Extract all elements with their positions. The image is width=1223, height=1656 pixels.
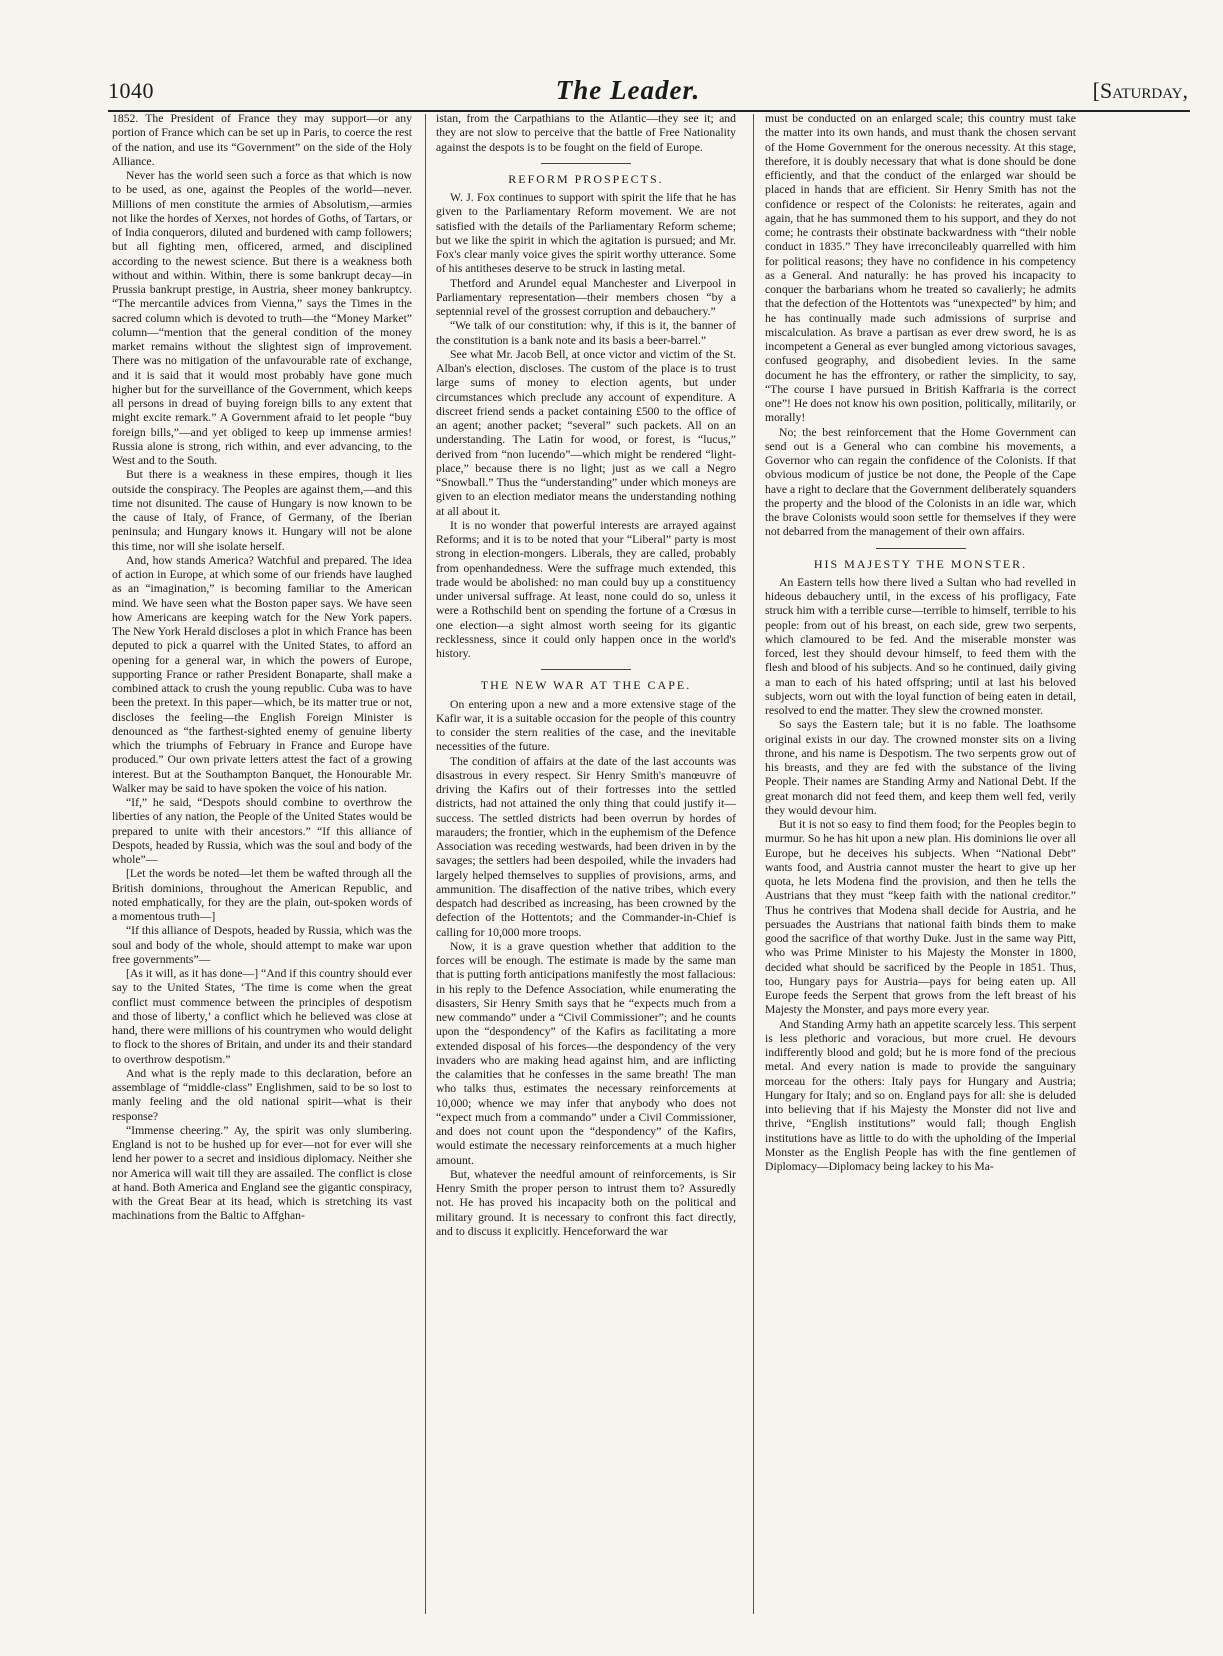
paragraph: [As it will, as it has done—] “And if this country should ever say to the United States, ‘The time is come when the great conflict must commence between the principles of despotism and those of liberty,’ a conflict which he believed was close at hand, there were millions of his countrymen who would delight to flock to the shores of Britain, and under its and their standard to overthrow despotism.” (112, 967, 412, 1066)
paragraph: 1852. The President of France they may support—or any portion of France which can be set up in Paris, to coerce the rest of the nation, and use its “Government” on the side of the Holy Alliance. (112, 112, 412, 168)
paragraph: W. J. Fox continues to support with spirit the life that he has given to the Parliamentary Reform movement. We are not satisfied with the details of the Parliamentary Reform scheme; but we like the spirit in which the agitation is pursued; and Mr. Fox's clear manly voice gives the spirit worthy utterance. Some of his antitheses deserve to be struck in lasting metal. (436, 191, 736, 276)
paragraph: istan, from the Carpathians to the Atlantic—they see it; and they are not slow to perceive that the battle of Free Nationality against the despots is to be fought on the field of Europe. (436, 112, 736, 154)
section-title-reform-prospects: REFORM PROSPECTS. (508, 171, 664, 186)
column-divider-2 (753, 114, 754, 1614)
column-1 (112, 112, 412, 1617)
issue-day: [Saturday, (1092, 78, 1188, 103)
section-title-new-war-at-the-cape: THE NEW WAR AT THE CAPE. (480, 678, 692, 693)
paragraph: [Let the words be noted—let them be wafted through all the British dominions, throughout the American Republic, and noted emphatically, for they are the plain, out-spoken words of a momentous truth—] (112, 867, 412, 923)
column-2 (436, 112, 736, 1617)
section-rule (541, 163, 631, 164)
paragraph: “Immense cheering.” Ay, the spirit was only slumbering. England is not to be hushed up for ever—not for ever will she lend her power to a secret and insidious diplomacy. Neither she nor America will wait till they are assailed. The conflict is close at hand. Both America and England see the gigantic conspiracy, with the Great Bear at its head, which is stretching its vast machinations from the Baltic to Affghan- (112, 1123, 412, 1223)
paragraph: But there is a weakness in these empires, though it lies outside the conspiracy. The Peoples are against them,—and this time not disunited. The cause of Hungary is now known to be the cause of Italy, of France, of Germany, of the Iberian peninsula; and Hungary knows it. Hungary will not be alone this time, nor will she isolate herself. (112, 468, 412, 553)
paragraph: must be conducted on an enlarged scale; this country must take the matter into its own hands, and must thank the chosen servant of the Home Government for the onerous necessity. At this stage, therefore, it is doubly necessary that what is done should be done efficiently, and that the conduct of the enlarged war should be placed in hands that are efficient. Sir Henry Smith has not the confidence or respect of the Colonists: he reiterates, again and again, that he has summoned them to his support, and they do not come; he contrasts their obstinate backwardness with “their noble conduct in 1835.” They have irreconcileably quarrelled with him for political reasons; they have no confidence in his competency as a General. And naturally: he has proved his incapacity to conquer the barbarians whom he treated so cavalierly; he admits that the defection of the Hottentots was “unexpected” by him; and he has continually made such admissions of surprise and miscalculation. As brave a partisan as ever drew sword, he is as incompetent a General as ever bungled among victorious savages, confused geography, and disobedient levies. In the same document he has the effrontery, or rather the simplicity, to say, “The course I have pursued in British Kaffraria is the correct one”! He does not know his own position, politically, militarily, or morally! (765, 112, 1076, 425)
paragraph: Now, it is a grave question whether that addition to the forces will be enough. The estimate is made by the same man that is putting forth anticipations manifestly the most fallacious: in his reply to the Defence Association, while enumerating the disasters, Sir Henry Smith says that he “expects much from a new commando” under a “Civil Commissioner”; and he counts upon the “despondency” of the Kafirs as facilitating a more extended disposal of his forces—the despondency of the very invaders who are making head against him, and are inflicting the calamities that he confesses in the same breath! The man who talks thus, estimates the necessary reinforcements at 10,000; whence we may infer that anybody who does not “expect much from a commando” under a Civil Commissioner, and does not count upon the “despondency” of the Kafirs, would estimate the necessary reinforcements at a much higher amount. (436, 939, 736, 1167)
paragraph: See what Mr. Jacob Bell, at once victor and victim of the St. Alban's election, discloses. The custom of the place is to trust large sums of money to election agents, but under circumstances which preclude any account of expenditure. A discreet friend sends a packet containing £500 to the office of an agent; another packet; “several” such packets. All on an understanding. The Latin for wood, or forest, is “lucus,” derived from “non lucendo”—which might be rendered “light-place,” because there is no light; just as we call a Negro “Snowball.” Thus the “understanding” under which moneys are given to an election mediator means the understanding nothing at all about it. (436, 347, 736, 518)
paragraph: “We talk of our constitution: why, if this is it, the banner of the constitution is a bank note and its basis a beer-barrel.” (436, 319, 736, 347)
column-3 (765, 112, 1076, 1617)
paragraph: But it is not so easy to find them food; for the Peoples begin to murmur. So he has hit upon a new plan. His dominions lie over all Europe, but he deceives his subjects. When “National Debt” wants food, and Austria cannot muster the heart to give up her quota, he lets Modena find the provision, and then he tells the Austrians that they must “keep faith with the national creditor.” Thus he contrives that Modena shall decide for Austria, and he persuades the Austrians that national faith binds them to make good the sacrifice of that worthy Duke. Just in the same way Pitt, who was Prime Minister to his Majesty the Monster in 1800, decided what should be sacrificed by the People in 1851. Thus, too, Hungary pays for Austria—pays for being eaten up. All Europe feeds the Serpent that grows from the left breast of his Majesty the Monster, and pays more every year. (765, 818, 1076, 1017)
paragraph: An Eastern tells how there lived a Sultan who had revelled in hideous debauchery until, in the excess of his profligacy, Fate struck him with a terrible curse—terrible to himself, terrible to his people: from out of his breast, on each side, grew two serpents, which clamoured to be fed. And the miserable monster was forced, lest they should devour himself, to feed them with the flesh and blood of his subjects. And so he continued, daily giving a man to each of his hated offspring; until at last his beloved subjects, worn out with the loyal function of being eaten in detail, resolved to end the matter. They slew the crowned monster. (765, 575, 1076, 717)
paragraph: And Standing Army hath an appetite scarcely less. This serpent is less plethoric and voracious, but more cruel. He devours indifferently blood and gold; but he is more fond of the precious metal. And every nation is made to provide the sanguinary morceau for the others: Italy pays for Hungary and Austria; Hungary for Italy; and so on. England pays for all: she is deluded into believing that if his Majesty the Monster did not live and thrive, “English institutions” would fall; though English institutions have as little to do with the upholding of the Imperial Monster as the English People has with the fine gentlemen of Diplomacy—Diplomacy being lackey to his Ma- (765, 1017, 1076, 1173)
paragraph: On entering upon a new and a more extensive stage of the Kafir war, it is a suitable occasion for the people of this country to consider the stern realities of the case, and the inevitable necessities of the future. (436, 697, 736, 754)
section-title-his-majesty-the-monster: HIS MAJESTY THE MONSTER. (813, 556, 1028, 571)
paragraph: And, how stands America? Watchful and prepared. The idea of action in Europe, at which some of our friends have laughed as an “imagination,” is becoming familiar to the American mind. We have seen what the Boston paper says. We have seen how Americans are keeping watch for the New York papers. The New York Herald discloses a plot in which France has been deputed to pick a quarrel with the United States, to afford an opening for a general war, in which the powers of Europe, supporting France or rather President Bonaparte, shall make a combined attack to crush the young republic. Cuba was to have been the pretext. In this paper—which, be its matter true or not, discloses the feeling—the English Foreign Minister is denounced as “the farthest-sighted enemy of genuine liberty which the triumphs of February in France and Europe have produced.” Our own private letters attest the fact of a growing interest. But at the Southampton Banquet, the Honourable Mr. Walker may be said to have spoken the voice of his nation. (112, 553, 412, 795)
paragraph: And what is the reply made to this declaration, before an assemblage of “middle-class” Englishmen, said to be so lost to manly feeling and the old national spirit—what is their response? (112, 1066, 412, 1123)
paragraph: It is no wonder that powerful interests are arrayed against Reforms; and it is to be noted that your “Liberal” party is most strong in election-mongers. Liberals, they are called, probably from openhandedness. Were the suffrage much extended, this trade would be abolished: no man could buy up a constituency under universal suffrage. At least, none could do so, unless it were a Rothschild bent on spending the fortune of a Crœsus in one election—a sight almost worth seeing for its gigantic recklessness, since it could only happen once in the world's history. (436, 518, 736, 660)
paragraph: No; the best reinforcement that the Home Government can send out is a General who can combine his movements, a Governor who can regain the confidence of the Colonists. If that obvious modicum of justice be not done, the People of the Cape have a right to declare that the Government deliberately squanders the property and the blood of the Colonists in an idle war, which the brave Colonists would soon settle for themselves if they were not debarred from the management of their own affairs. (765, 425, 1076, 539)
paragraph: But, whatever the needful amount of reinforcements, is Sir Henry Smith the proper person to intrust them to? Assuredly not. He has proved his incapacity both on the political and military ground. It is necessary to confront this fact directly, and to discuss it explicitly. Henceforward the war (436, 1167, 736, 1238)
page-number: 1040 (108, 78, 154, 103)
section-rule (876, 548, 966, 549)
paragraph: Never has the world seen such a force as that which is now to be used, as one, against the Peoples of the world—never. Millions of men constitute the armies of Absolutism,—armies not like the hordes of Xerxes, not hordes of Goths, of Tartars, or of India conquerors, diluted and burdened with camp followers; but all fighting men, officered, armed, and disciplined according to the newest science. But there is a weakness both without and within. Within, there is some bankrupt decay—in Prussia bankrupt prestige, in Austria, sheer money bankruptcy. “The mercantile advices from Vienna,” says the Times in the sacred column which is devoted to truth—the “Money Market” column—“mention that the general condition of the money market remains without the slightest sign of improvement. There was no mitigation of the unfavourable rate of exchange, and it is said that it would most probably have gone much higher but for the surveillance of the Government, which keeps all persons in dread of buying foreign bills to any extent that might excite remark.” A Government afraid to let people “buy foreign bills,”—and yet obliged to keep up immense armies! Russia alone is strong, rich within, and ever advancing, to the West and to the South. (112, 169, 412, 467)
page-header (108, 75, 1188, 112)
column-divider-1 (425, 114, 426, 1614)
paragraph: “If this alliance of Despots, headed by Russia, which was the soul and body of the whole, should attempt to make war upon free governments”— (112, 924, 412, 966)
paragraph: Thetford and Arundel equal Manchester and Liverpool in Parliamentary representation—their members chosen “by a septennial revel of the grossest corruption and debauchery.” (436, 276, 736, 318)
paragraph: “If,” he said, “Despots should combine to overthrow the liberties of any nation, the People of the United States would be prepared to unite with their ancestors.” “If this alliance of Despots, headed by Russia, which was the soul and body of the whole”— (112, 796, 412, 866)
paragraph: So says the Eastern tale; but it is no fable. The loathsome original exists in our day. The crowned monster sits on a living throne, and his name is Despotism. The two serpents grow out of his breasts, and they are fed with the substance of the living People. Their names are Standing Army and National Debt. If the great monarch did not feed them, and keep them well fed, verily they would devour him. (765, 718, 1076, 817)
masthead-title: The Leader. (555, 75, 701, 105)
section-rule (541, 669, 631, 670)
paragraph: The condition of affairs at the date of the last accounts was disastrous in every respect. Sir Henry Smith's manœuvre of driving the Kafirs out of their fortresses into the settled districts, had not attained the only thing that could justify it—success. The settled districts had been overrun by hordes of marauders; the frontier, which in the euphemism of the Defence Association was receding westwards, had been driven in by the savages; the settlers had been despoiled, while the invaders had largely helped themselves to supplies of provisions, arms, and ammunition. The disaffection of the native tribes, which every despatch had described as increasing, has been crowned by the defection of the Hottentots; and the Commander-in-Chief is calling for 10,000 more troops. (436, 754, 736, 939)
